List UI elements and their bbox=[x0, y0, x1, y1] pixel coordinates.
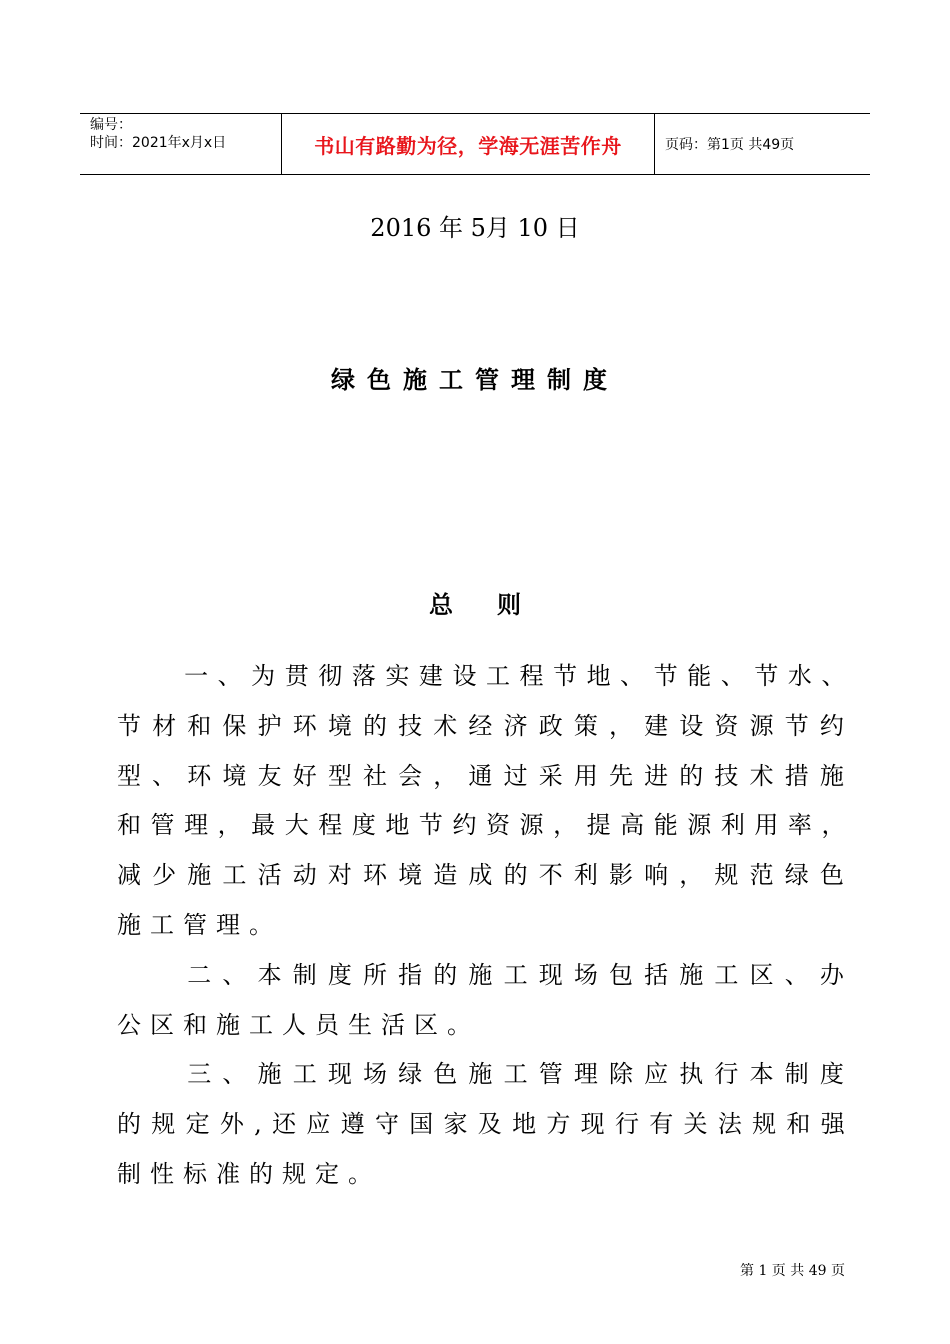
body-line: 二、本制度所指的施工现场包括施工区、办 bbox=[117, 960, 855, 989]
document-title: 绿色施工管理制度 bbox=[331, 366, 619, 394]
page-footer: 第 1 页 共 49 页 bbox=[740, 1263, 845, 1279]
document-time-label: 时间：2021年x月x日 bbox=[90, 135, 227, 151]
body-line: 制性标准的规定。 bbox=[117, 1159, 381, 1188]
body-line: 施工管理。 bbox=[117, 910, 282, 939]
body-line: 和管理，最大程度地节约资源，提高能源利用率， bbox=[117, 811, 855, 840]
body-line: 节材和保护环境的技术经济政策，建设资源节约 bbox=[117, 711, 855, 740]
body-line: 三、施工现场绿色施工管理除应执行本制度 bbox=[117, 1060, 855, 1089]
header-meta bbox=[80, 114, 280, 174]
header-motto-cell bbox=[281, 114, 655, 174]
section-heading-char-1: 总 bbox=[429, 591, 453, 619]
document-header bbox=[80, 113, 870, 175]
section-heading-char-2: 则 bbox=[497, 591, 521, 619]
header-page-info: 页码：第1页 共49页 bbox=[665, 137, 795, 153]
section-heading bbox=[0, 585, 950, 620]
document-number-label: 编号： bbox=[90, 117, 132, 133]
document-body bbox=[117, 652, 855, 1200]
header-motto: 书山有路勤为径，学海无涯苦作舟 bbox=[314, 133, 622, 158]
header-page-cell bbox=[654, 114, 870, 174]
document-date: 2016 年 5月 10 日 bbox=[370, 214, 580, 242]
body-line: 的规定外,还应遵守国家及地方现行有关法规和强 bbox=[117, 1110, 855, 1139]
body-line: 减少施工活动对环境造成的不利影响，规范绿色 bbox=[117, 861, 855, 890]
body-line: 公区和施工人员生活区。 bbox=[117, 1010, 480, 1039]
body-line: 型、环境友好型社会，通过采用先进的技术措施 bbox=[117, 761, 855, 790]
body-line: 一、为贯彻落实建设工程节地、节能、节水、 bbox=[117, 662, 855, 690]
